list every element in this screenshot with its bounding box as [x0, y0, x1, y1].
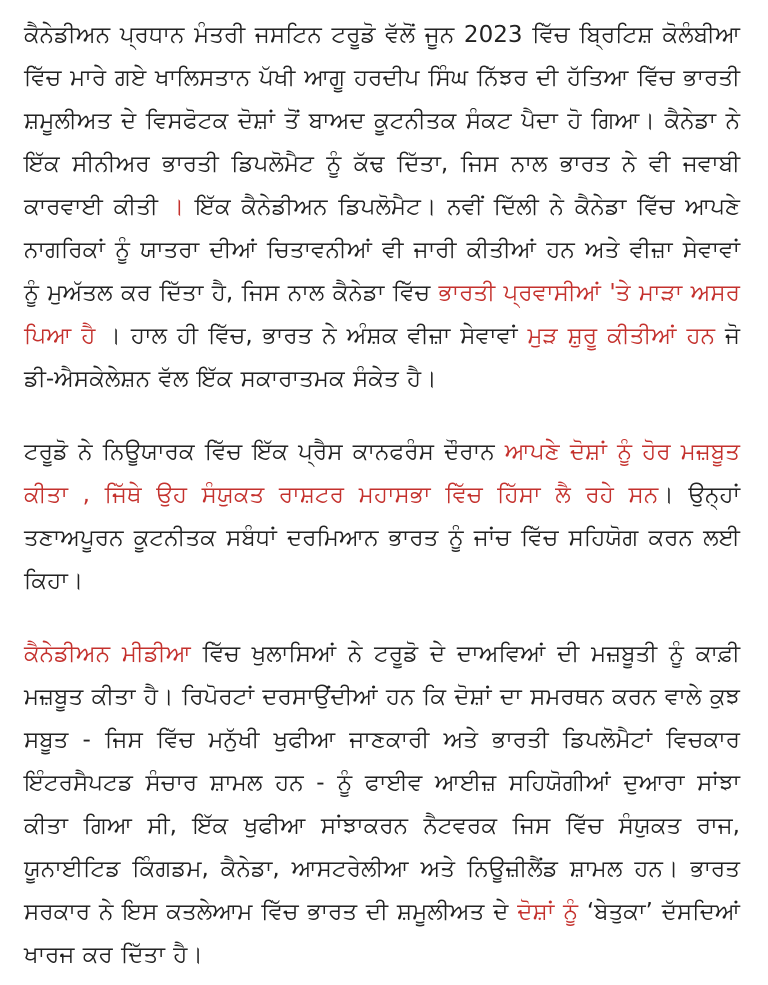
link-resumed-services[interactable]: ਮੁੜ ਸ਼ੁਰੂ ਕੀਤੀਆਂ ਹਨ	[527, 323, 715, 349]
text-segment: ‘ਬੇਤੁਕਾ’ ਦੱਸਦਿਆਂ ਖਾਰਜ ਕਰ ਦਿੱਤਾ ਹੈ।	[24, 899, 740, 968]
link-danda[interactable]: ।	[168, 194, 185, 220]
text-segment: । ਹਾਲ ਹੀ ਵਿੱਚ, ਭਾਰਤ ਨੇ ਅੰਸ਼ਕ ਵੀਜ਼ਾ ਸੇਵਾਵਾਂ	[95, 323, 528, 349]
paragraph-1	[24, 14, 740, 401]
link-reinforced-allegations[interactable]: ਆਪਣੇ ਦੋਸ਼ਾਂ ਨੂੰ ਹੋਰ ਮਜ਼ਬੂਤ ਕੀਤਾ	[24, 439, 741, 508]
paragraph-3	[24, 633, 740, 977]
text-segment: ਵਿੱਚ ਖੁਲਾਸਿਆਂ ਨੇ ਟਰੂਡੋ ਦੇ ਦਾਅਵਿਆਂ ਦੀ ਮਜ਼ਬੂਤੀ ਨੂੰ ਕਾਫ਼ੀ ਮਜ਼ਬੂਤ ਕੀਤਾ ਹੈ। ਰਿਪੋਰਟਾਂ ਦਰਸਾਉਂਦੀਆਂ ਹਨ ਕਿ ਦੋਸ਼ਾਂ ਦਾ ਸਮਰਥਨ ਕਰਨ ਵਾਲੇ ਕੁਝ ਸਬੂਤ - ਜਿਸ ਵਿੱਚ ਮਨੁੱਖੀ ਖੁਫੀਆ ਜਾਣਕਾਰੀ ਅਤੇ ਭਾਰਤੀ ਡਿਪਲੋਮੈਟਾਂ ਵਿਚਕਾਰ ਇੰਟਰਸੈਪਟਡ ਸੰਚਾਰ ਸ਼ਾਮਲ ਹਨ - ਨੂੰ ਫਾਈਵ ਆਈਜ਼ ਸਹਿਯੋਗੀਆਂ ਦੁਆਰਾ ਸਾਂਝਾ ਕੀਤਾ ਗਿਆ ਸੀ, ਇੱਕ ਖੁਫੀਆ ਸਾਂਝਾਕਰਨ ਨੈਟਵਰਕ ਜਿਸ ਵਿੱਚ ਸੰਯੁਕਤ ਰਾਜ, ਯੂਨਾਈਟਿਡ ਕਿੰਗਡਮ, ਕੈਨੇਡਾ, ਆਸਟਰੇਲੀਆ ਅਤੇ ਨਿਊਜ਼ੀਲੈਂਡ ਸ਼ਾਮਲ ਹਨ। ਭਾਰਤ ਸਰਕਾਰ ਨੇ ਇਸ ਕਤਲੇਆਮ ਵਿੱਚ ਭਾਰਤ ਦੀ ਸ਼ਮੂਲੀਅਤ ਦੇ	[24, 641, 740, 925]
link-canadian-media[interactable]: ਕੈਨੇਡੀਅਨ ਮੀਡੀਆ	[24, 641, 191, 667]
link-un-general-assembly[interactable]: ਜਿੱਥੇ ਉਹ ਸੰਯੁਕਤ ਰਾਸ਼ਟਰ ਮਹਾਸਭਾ ਵਿੱਚ ਹਿੱਸਾ ਲੈ ਰਹੇ ਸਨ	[104, 482, 659, 508]
text-segment: ਇੱਕ ਕੈਨੇਡੀਅਨ ਡਿਪਲੋਮੈਟ। ਨਵੀਂ ਦਿੱਲੀ ਨੇ ਕੈਨੇਡਾ ਵਿੱਚ ਆਪਣੇ ਨਾਗਰਿਕਾਂ ਨੂੰ ਯਾਤਰਾ ਦੀਆਂ ਚਿਤਾਵਨੀਆਂ ਵੀ ਜਾਰੀ ਕੀਤੀਆਂ ਹਨ ਅਤੇ ਵੀਜ਼ਾ ਸੇਵਾਵਾਂ ਨੂੰ ਮੁਅੱਤਲ ਕਰ ਦਿੱਤਾ ਹੈ, ਜਿਸ ਨਾਲ ਕੈਨੇਡਾ ਵਿੱਚ	[24, 194, 740, 306]
text-segment: ਕੈਨੇਡੀਅਨ ਪ੍ਰਧਾਨ ਮੰਤਰੀ ਜਸਟਿਨ ਟਰੂਡੋ ਵੱਲੋਂ ਜੂਨ 2023 ਵਿੱਚ ਬ੍ਰਿਟਿਸ਼ ਕੋਲੰਬੀਆ ਵਿੱਚ ਮਾਰੇ ਗਏ ਖਾਲਿਸਤਾਨ ਪੱਖੀ ਆਗੂ ਹਰਦੀਪ ਸਿੰਘ ਨਿੱਝਰ ਦੀ ਹੱਤਿਆ ਵਿੱਚ ਭਾਰਤੀ ਸ਼ਮੂਲੀਅਤ ਦੇ ਵਿਸਫੋਟਕ ਦੋਸ਼ਾਂ ਤੋਂ ਬਾਅਦ ਕੂਟਨੀਤਕ ਸੰਕਟ ਪੈਦਾ ਹੋ ਗਿਆ। ਕੈਨੇਡਾ ਨੇ ਇੱਕ ਸੀਨੀਅਰ ਭਾਰਤੀ ਡਿਪਲੋਮੈਟ ਨੂੰ ਕੱਢ ਦਿੱਤਾ, ਜਿਸ ਨਾਲ ਭਾਰਤ ਨੇ ਵੀ ਜਵਾਬੀ ਕਾਰਵਾਈ ਕੀਤੀ	[24, 22, 740, 220]
text-segment: ਟਰੂਡੋ ਨੇ ਨਿਊਯਾਰਕ ਵਿੱਚ ਇੱਕ ਪ੍ਰੈਸ ਕਾਨਫਰੰਸ ਦੌਰਾਨ	[24, 439, 505, 465]
text-segment: ਜੋ ਡੀ-ਐਸਕੇਲੇਸ਼ਨ ਵੱਲ ਇੱਕ ਸਕਾਰਾਤਮਕ ਸੰਕੇਤ ਹੈ।	[24, 323, 740, 392]
text-segment: । ਉਨ੍ਹਾਂ ਤਣਾਅਪੂਰਨ ਕੂਟਨੀਤਕ ਸਬੰਧਾਂ ਦਰਮਿਆਨ ਭਾਰਤ ਨੂੰ ਜਾਂਚ ਵਿੱਚ ਸਹਿਯੋਗ ਕਰਨ ਲਈ ਕਿਹਾ।	[24, 482, 740, 594]
link-indian-diaspora[interactable]: ਭਾਰਤੀ ਪ੍ਰਵਾਸੀਆਂ 'ਤੇ ਮਾੜਾ ਅਸਰ ਪਿਆ ਹੈ	[24, 280, 740, 349]
link-allegations[interactable]: ਦੋਸ਼ਾਂ ਨੂੰ	[517, 899, 579, 925]
link-comma[interactable]: ,	[67, 482, 105, 508]
paragraph-2	[24, 431, 740, 603]
